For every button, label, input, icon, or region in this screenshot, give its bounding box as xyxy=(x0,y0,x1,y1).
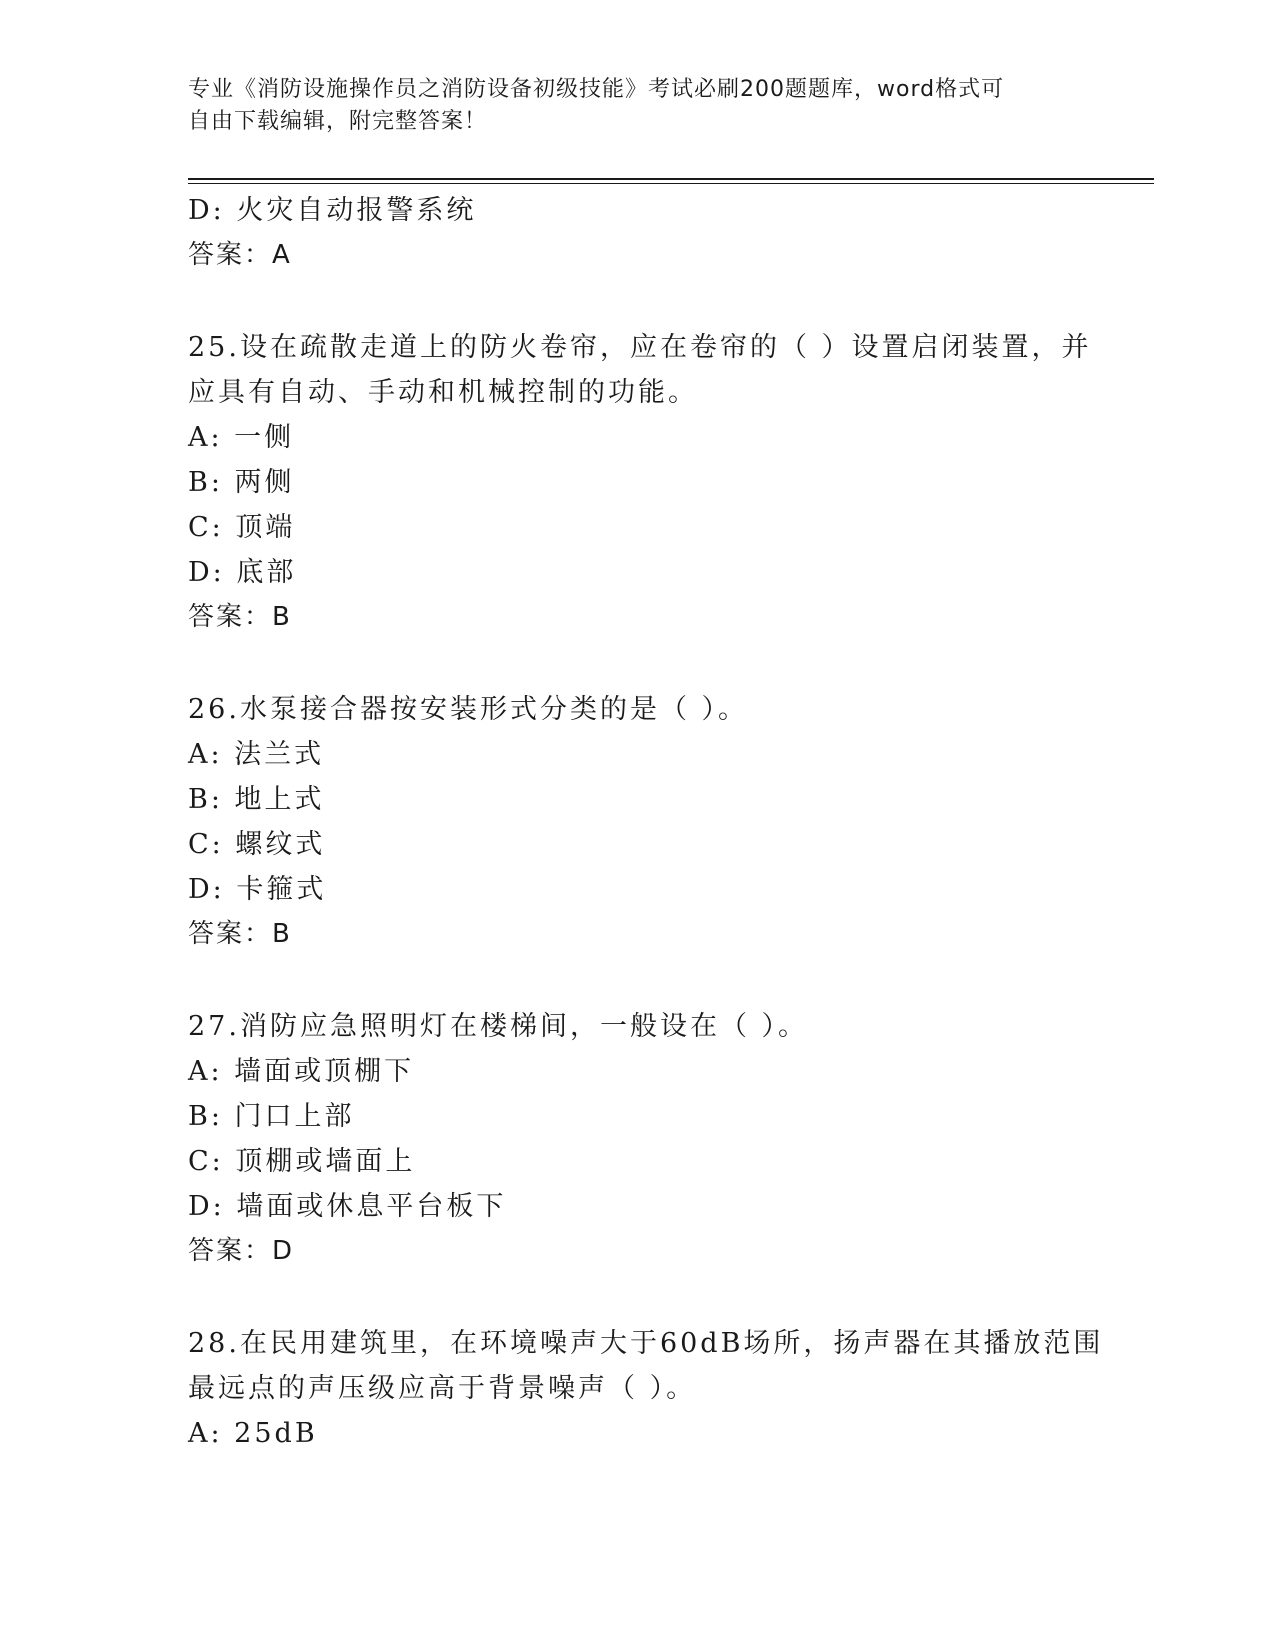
option-b: B: 门口上部 xyxy=(188,1101,355,1132)
question-stem: 26.水泵接合器按安装形式分类的是（ ）。 xyxy=(188,694,749,725)
question-stem: 25.设在疏散走道上的防火卷帘，应在卷帘的（ ）设置启闭装置，并 xyxy=(188,332,1092,363)
question-26 xyxy=(188,687,1088,957)
option-c: C: 顶棚或墙面上 xyxy=(188,1146,416,1177)
option-c: C: 顶端 xyxy=(188,512,296,543)
option-b: B: 两侧 xyxy=(188,467,295,498)
previous-question-tail xyxy=(188,188,1088,278)
option-a: A: 一侧 xyxy=(188,422,295,453)
option-d: D: 墙面或休息平台板下 xyxy=(188,1191,507,1222)
answer-line: 答案：D xyxy=(188,1236,295,1266)
option-a: A: 墙面或顶棚下 xyxy=(188,1056,415,1087)
question-27 xyxy=(188,1004,1088,1274)
option-c: C: 螺纹式 xyxy=(188,829,326,860)
option-d: D: 火灾自动报警系统 xyxy=(188,195,477,226)
question-stem: 最远点的声压级应高于背景噪声（ ）。 xyxy=(188,1373,697,1404)
header-line-2: 自由下载编辑，附完整答案！ xyxy=(188,109,488,134)
header-divider-thick xyxy=(188,178,1154,180)
option-d: D: 卡箍式 xyxy=(188,874,327,905)
question-list xyxy=(188,188,1104,1456)
header-divider-thin xyxy=(188,183,1154,184)
option-a: A: 法兰式 xyxy=(188,739,325,770)
option-d: D: 底部 xyxy=(188,557,297,588)
question-stem: 应具有自动、手动和机械控制的功能。 xyxy=(188,377,698,408)
question-25 xyxy=(188,325,1092,640)
question-stem: 28.在民用建筑里，在环境噪声大于60dB场所，扬声器在其播放范围 xyxy=(188,1328,1104,1359)
header-line-1: 专业《消防设施操作员之消防设备初级技能》考试必刷200题题库，word格式可 xyxy=(188,77,1005,102)
answer-line: 答案：B xyxy=(188,919,292,949)
option-b: B: 地上式 xyxy=(188,784,325,815)
question-stem: 27.消防应急照明灯在楼梯间，一般设在（ ）。 xyxy=(188,1011,809,1042)
question-28 xyxy=(188,1321,1104,1456)
document-header xyxy=(188,74,1068,138)
option-a: A: 25dB xyxy=(188,1418,318,1449)
answer-line: 答案：B xyxy=(188,602,292,632)
answer-line: 答案：A xyxy=(188,240,292,270)
